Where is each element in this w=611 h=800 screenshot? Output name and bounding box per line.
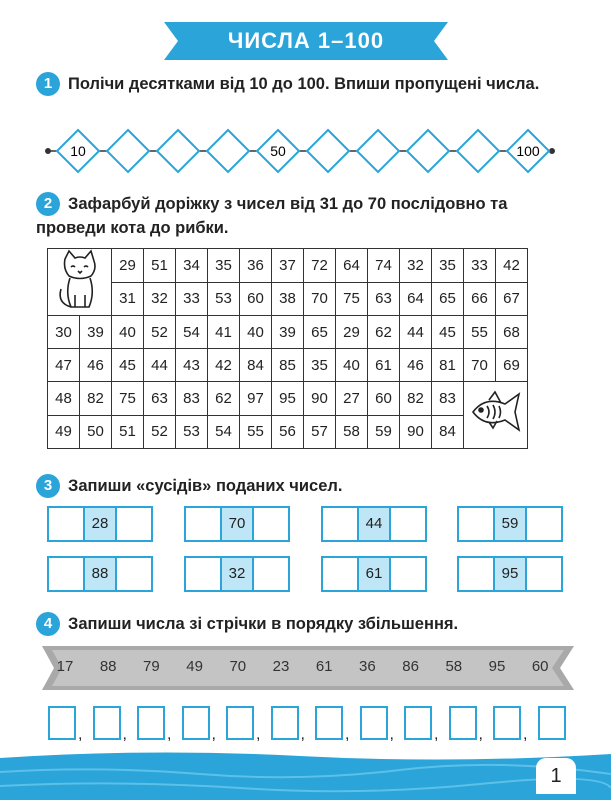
grid-cell[interactable]: 75 [112, 382, 144, 416]
chain-diamond-empty[interactable] [107, 130, 149, 172]
grid-cell[interactable]: 36 [240, 249, 272, 283]
grid-cell[interactable]: 27 [336, 382, 368, 416]
chain-number: 50 [270, 143, 286, 159]
grid-cell[interactable]: 46 [400, 349, 432, 382]
grid-cell[interactable]: 37 [272, 249, 304, 283]
grid-cell[interactable]: 35 [304, 349, 336, 382]
comma-separator: , [78, 726, 83, 743]
grid-cell[interactable]: 53 [208, 282, 240, 316]
grid-cell[interactable]: 90 [304, 382, 336, 416]
answer-cell[interactable] [527, 558, 561, 590]
grid-cell[interactable]: 44 [144, 349, 176, 382]
grid-cell[interactable]: 31 [112, 282, 144, 316]
ribbon-number: 36 [359, 658, 376, 675]
grid-cell[interactable]: 58 [336, 415, 368, 449]
neighbor-box [321, 506, 427, 542]
task-4 [36, 612, 576, 636]
grid-cell[interactable]: 52 [144, 316, 176, 349]
chain-diamond-empty[interactable] [407, 130, 449, 172]
grid-cell[interactable]: 54 [176, 316, 208, 349]
grid-cell[interactable]: 62 [208, 382, 240, 416]
grid-cell[interactable]: 70 [464, 349, 496, 382]
grid-cell[interactable]: 65 [432, 282, 464, 316]
task-3-text: Запиши «сусідів» поданих чисел. [68, 477, 343, 495]
grid-cell[interactable]: 61 [368, 349, 400, 382]
grid-cell[interactable]: 69 [496, 349, 528, 382]
given-number: 32 [220, 558, 254, 590]
cat-icon [48, 249, 112, 316]
answer-cell[interactable] [391, 508, 425, 540]
neighbor-box [321, 556, 427, 592]
chain-diamond-empty[interactable] [357, 130, 399, 172]
given-number: 28 [83, 508, 117, 540]
given-number: 59 [493, 508, 527, 540]
comma-separator: , [300, 726, 305, 743]
chain-diamond-empty[interactable] [207, 130, 249, 172]
neighbor-box [47, 556, 153, 592]
answer-cell[interactable] [459, 508, 493, 540]
answer-box[interactable] [226, 706, 254, 740]
grid-cell[interactable]: 95 [272, 382, 304, 416]
task-3 [36, 474, 576, 498]
comma-separator: , [211, 726, 216, 743]
answer-box[interactable] [315, 706, 343, 740]
answer-box[interactable] [182, 706, 210, 740]
grid-cell[interactable]: 97 [240, 382, 272, 416]
grid-cell[interactable]: 85 [272, 349, 304, 382]
answer-cell[interactable] [323, 558, 357, 590]
grid-cell[interactable]: 84 [240, 349, 272, 382]
grid-cell[interactable]: 34 [176, 249, 208, 283]
grid-cell[interactable]: 49 [48, 415, 80, 449]
grid-cell[interactable]: 68 [496, 316, 528, 349]
answer-cell[interactable] [117, 558, 151, 590]
answer-cell[interactable] [49, 558, 83, 590]
grid-cell[interactable]: 35 [208, 249, 240, 283]
grid-cell[interactable]: 33 [176, 282, 208, 316]
grid-cell[interactable]: 48 [48, 382, 80, 416]
grid-cell[interactable]: 51 [112, 415, 144, 449]
task-4-text: Запиши числа зі стрічки в порядку збільшення. [68, 615, 459, 633]
ribbon-number: 95 [488, 658, 506, 675]
given-number: 95 [493, 558, 527, 590]
grid-cell[interactable]: 59 [368, 415, 400, 449]
neighbor-box [457, 556, 563, 592]
answer-box[interactable] [360, 706, 388, 740]
answer-cell[interactable] [459, 558, 493, 590]
grid-cell[interactable]: 67 [496, 282, 528, 316]
given-number: 88 [83, 558, 117, 590]
ribbon-number: 58 [445, 658, 463, 675]
grid-cell[interactable]: 40 [112, 316, 144, 349]
task-2 [36, 192, 576, 240]
comma-separator: , [523, 726, 528, 743]
ribbon-number: 17 [56, 658, 74, 675]
answer-box[interactable] [271, 706, 299, 740]
grid-cell[interactable]: 75 [336, 282, 368, 316]
task-1 [36, 72, 576, 96]
grid-cell[interactable]: 42 [496, 249, 528, 283]
grid-cell[interactable]: 44 [400, 316, 432, 349]
grid-cell[interactable]: 55 [464, 316, 496, 349]
grid-cell[interactable]: 40 [240, 316, 272, 349]
task-2-number: 2 [36, 192, 60, 216]
grid-cell[interactable]: 38 [272, 282, 304, 316]
grid-cell[interactable]: 45 [112, 349, 144, 382]
grid-cell[interactable]: 63 [368, 282, 400, 316]
comma-separator: , [434, 726, 439, 743]
grid-cell[interactable]: 40 [336, 349, 368, 382]
answer-cell[interactable] [391, 558, 425, 590]
neighbor-box [47, 506, 153, 542]
grid-cell[interactable]: 63 [144, 382, 176, 416]
ribbon-number: 70 [229, 658, 247, 675]
ribbon-number: 23 [272, 658, 290, 675]
task-3-number: 3 [36, 474, 60, 498]
chain-diamond-empty[interactable] [457, 130, 499, 172]
grid-cell[interactable]: 57 [304, 415, 336, 449]
grid-cell[interactable]: 53 [176, 415, 208, 449]
comma-separator: , [389, 726, 394, 743]
grid-cell[interactable]: 47 [48, 349, 80, 382]
page-title: ЧИСЛА 1–100 [227, 28, 385, 53]
answer-box[interactable] [48, 706, 76, 740]
chain-diamond-empty[interactable] [157, 130, 199, 172]
answer-box[interactable] [404, 706, 432, 740]
grid-cell[interactable]: 51 [144, 249, 176, 283]
answer-box[interactable] [449, 706, 477, 740]
ribbon-number: 79 [143, 658, 160, 675]
neighbor-box [457, 506, 563, 542]
ribbon-number: 61 [315, 658, 333, 675]
grid-cell[interactable]: 64 [336, 249, 368, 283]
comma-separator: , [478, 726, 483, 743]
task-1-text: Полічи десятками від 10 до 100. Впиши пропущені числа. [68, 75, 540, 93]
answer-cell[interactable] [186, 558, 220, 590]
answer-cell[interactable] [117, 508, 151, 540]
grid-cell[interactable]: 52 [144, 415, 176, 449]
comma-separator: , [345, 726, 350, 743]
grid-cell[interactable]: 83 [176, 382, 208, 416]
neighbor-box [184, 556, 290, 592]
grid-cell[interactable]: 33 [464, 249, 496, 283]
path-grid [47, 248, 528, 449]
grid-cell[interactable]: 43 [176, 349, 208, 382]
given-number: 61 [357, 558, 391, 590]
grid-cell[interactable]: 35 [432, 249, 464, 283]
task-4-number: 4 [36, 612, 60, 636]
grid-cell[interactable]: 32 [144, 282, 176, 316]
task-2-text: Зафарбуй доріжку з чисел від 31 до 70 послідовно та проведи кота до рибки. [36, 195, 508, 237]
grid-cell[interactable]: 82 [80, 382, 112, 416]
number-chain [40, 128, 560, 174]
comma-separator: , [256, 726, 261, 743]
answer-box[interactable] [493, 706, 521, 740]
answer-box[interactable] [93, 706, 121, 740]
answer-box[interactable] [538, 706, 566, 740]
grid-cell[interactable]: 60 [368, 382, 400, 416]
grid-cell[interactable]: 32 [400, 249, 432, 283]
given-number: 70 [220, 508, 254, 540]
grid-cell[interactable]: 39 [272, 316, 304, 349]
grid-cell[interactable]: 50 [80, 415, 112, 449]
grid-cell[interactable]: 82 [400, 382, 432, 416]
comma-separator: , [167, 726, 172, 743]
grid-cell[interactable]: 46 [80, 349, 112, 382]
grid-cell[interactable]: 29 [336, 316, 368, 349]
grid-cell[interactable]: 45 [432, 316, 464, 349]
answer-box[interactable] [137, 706, 165, 740]
ribbon-number: 49 [186, 658, 203, 675]
grid-cell[interactable]: 62 [368, 316, 400, 349]
grid-cell[interactable]: 64 [400, 282, 432, 316]
chain-number: 100 [516, 143, 540, 159]
grid-cell[interactable]: 42 [208, 349, 240, 382]
grid-cell[interactable]: 66 [464, 282, 496, 316]
grid-cell[interactable]: 39 [80, 316, 112, 349]
ribbon-number: 86 [402, 658, 419, 675]
grid-cell[interactable]: 65 [304, 316, 336, 349]
footer-wave [0, 748, 611, 800]
chain-number: 10 [70, 143, 86, 159]
grid-cell[interactable]: 81 [432, 349, 464, 382]
ribbon-number: 60 [531, 658, 549, 675]
grid-cell[interactable]: 29 [112, 249, 144, 283]
neighbor-box [184, 506, 290, 542]
answer-cell[interactable] [49, 508, 83, 540]
ribbon-number: 88 [99, 658, 117, 675]
page-number: 1 [536, 758, 576, 794]
grid-cell[interactable]: 83 [432, 382, 464, 416]
grid-cell[interactable]: 54 [208, 415, 240, 449]
grid-cell[interactable]: 72 [304, 249, 336, 283]
answer-cell[interactable] [527, 508, 561, 540]
grid-cell[interactable]: 55 [240, 415, 272, 449]
fish-icon [464, 382, 528, 449]
answer-cell[interactable] [323, 508, 357, 540]
task-1-number: 1 [36, 72, 60, 96]
given-number: 44 [357, 508, 391, 540]
comma-separator: , [122, 726, 127, 743]
answer-cell[interactable] [254, 508, 288, 540]
grid-cell[interactable]: 74 [368, 249, 400, 283]
grid-cell[interactable]: 41 [208, 316, 240, 349]
answer-cell[interactable] [254, 558, 288, 590]
grid-cell[interactable]: 70 [304, 282, 336, 316]
answer-cell[interactable] [186, 508, 220, 540]
chain-diamond-empty[interactable] [307, 130, 349, 172]
grid-cell[interactable]: 30 [48, 316, 80, 349]
grid-cell[interactable]: 84 [432, 415, 464, 449]
grid-cell[interactable]: 90 [400, 415, 432, 449]
grid-cell[interactable]: 60 [240, 282, 272, 316]
grid-cell[interactable]: 56 [272, 415, 304, 449]
